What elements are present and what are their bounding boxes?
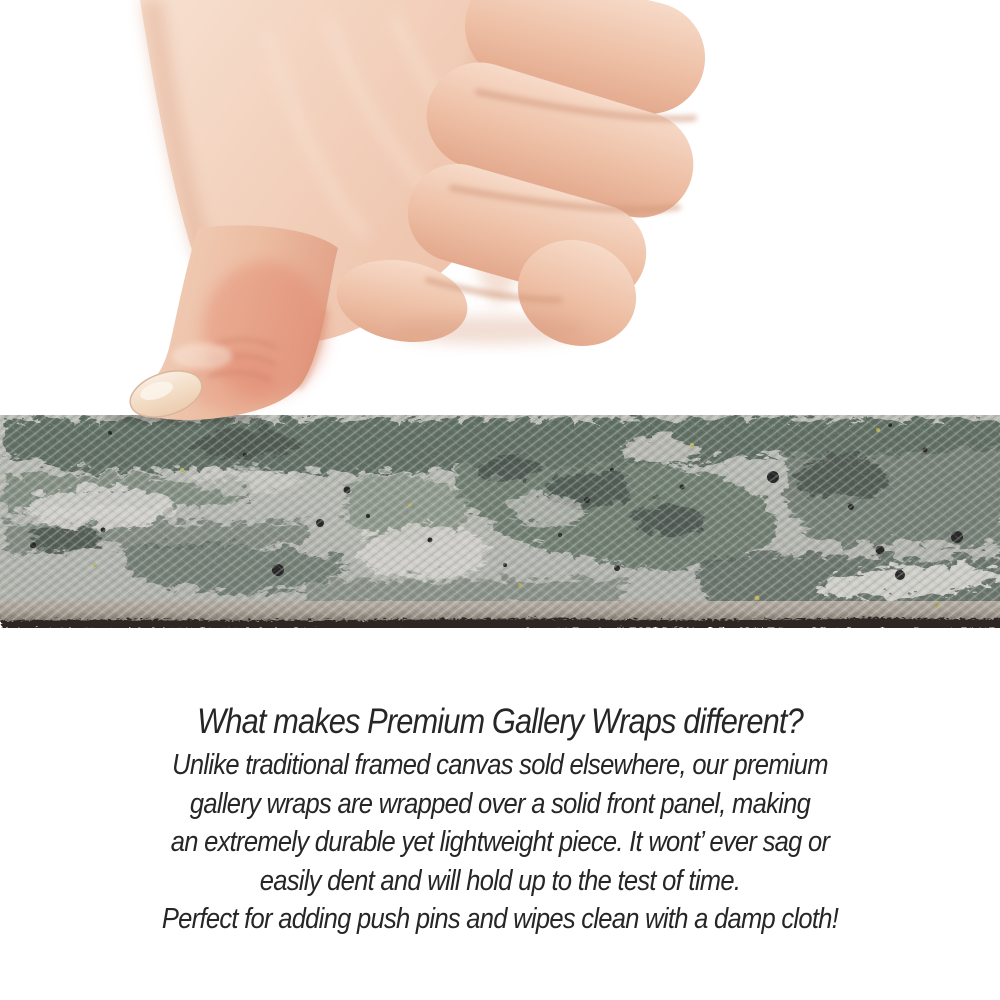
body-line: Perfect for adding push pins and wipes clean with a damp cloth!	[161, 903, 839, 935]
body-line: easily dent and will hold up to the test of time.	[259, 864, 741, 897]
canvas-texture-illustration	[0, 415, 1000, 628]
hand-pressing-canvas	[0, 0, 720, 432]
marketing-copy	[60, 700, 940, 939]
fist-thumb-press-illustration	[0, 0, 720, 432]
canvas-edge-strip	[0, 415, 1000, 628]
body-line: Unlike traditional framed canvas sold elsewhere, our premium	[172, 749, 828, 781]
body-line: an extremely durable yet lightweight piece. It wont’ ever sag or	[170, 826, 830, 858]
body-line: gallery wraps are wrapped over a solid front panel, making	[189, 787, 811, 820]
headline: What makes Premium Gallery Wraps different?	[197, 702, 803, 741]
